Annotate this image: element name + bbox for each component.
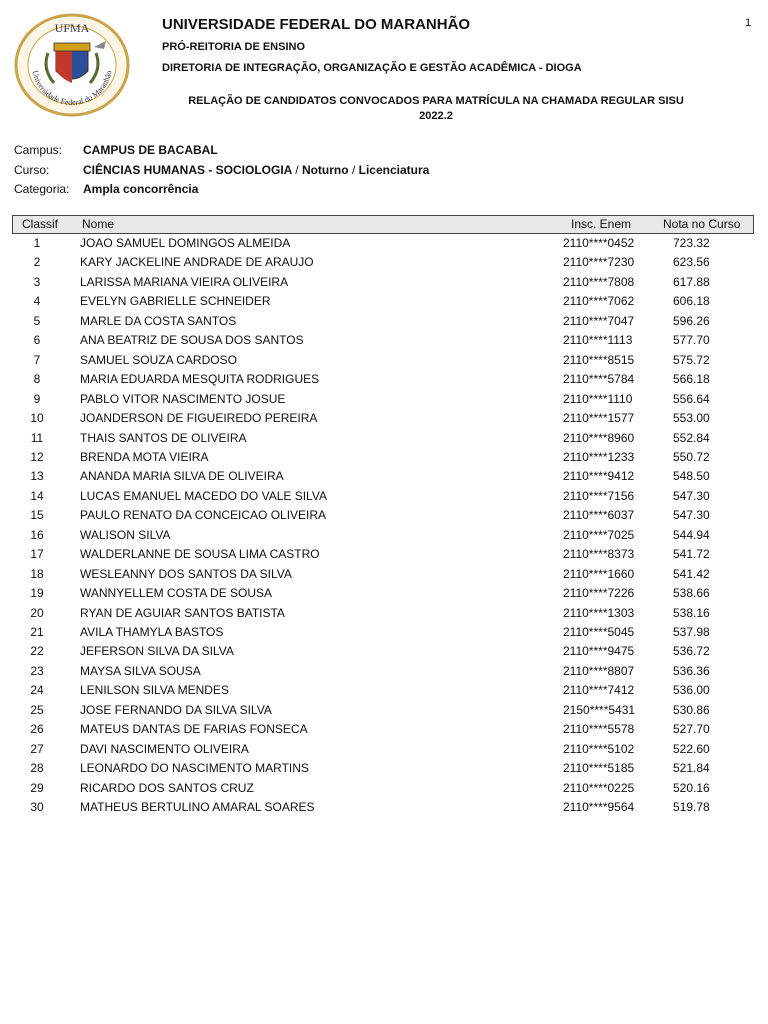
nota-cell: 536.72	[673, 644, 710, 659]
nota-cell: 536.00	[673, 683, 710, 698]
insc-enem-cell: 2110****7226	[563, 586, 635, 601]
nota-cell: 536.36	[673, 663, 710, 678]
insc-enem-cell: 2110****1113	[563, 333, 633, 348]
table-row	[0, 468, 768, 487]
insc-enem-cell: 2110****1303	[563, 605, 635, 620]
name-cell: ANANDA MARIA SILVA DE OLIVEIRA	[80, 469, 284, 484]
insc-enem-cell: 2110****0225	[563, 780, 635, 795]
nota-cell: 522.60	[673, 741, 710, 756]
rank-cell: 3	[33, 274, 41, 289]
campus-value: CAMPUS DE BACABAL	[83, 143, 218, 157]
rank-cell: 2	[33, 255, 41, 270]
name-cell: THAIS SANTOS DE OLIVEIRA	[80, 430, 247, 445]
insc-enem-cell: 2110****5185	[563, 761, 635, 776]
rank-cell: 9	[33, 391, 41, 406]
table-row	[0, 332, 768, 351]
page-number: 1	[745, 17, 752, 29]
rank-cell: 30	[30, 800, 44, 815]
name-cell: BRENDA MOTA VIEIRA	[80, 449, 209, 464]
rank-cell: 14	[30, 488, 44, 503]
name-cell: WESLEANNY DOS SANTOS DA SILVA	[80, 566, 292, 581]
table-row	[0, 254, 768, 273]
curso-name: CIÊNCIAS HUMANAS - SOCIOLOGIA	[83, 163, 292, 177]
name-cell: JOSE FERNANDO DA SILVA SILVA	[80, 702, 272, 717]
title-line-2: 2022.2	[419, 110, 453, 122]
header-nome: Nome	[82, 217, 115, 231]
rank-cell: 18	[30, 566, 44, 581]
rank-cell: 19	[30, 586, 44, 601]
insc-enem-cell: 2110****7230	[563, 255, 635, 270]
nota-cell: 538.66	[673, 586, 710, 601]
nota-cell: 723.32	[673, 236, 710, 250]
name-cell: LUCAS EMANUEL MACEDO DO VALE SILVA	[80, 488, 327, 503]
table-row	[0, 410, 768, 429]
categoria-value: Ampla concorrência	[83, 182, 199, 196]
table-row	[0, 488, 768, 507]
curso-separator: /	[295, 163, 299, 177]
header-insc-enem: Insc. Enem	[571, 217, 632, 231]
table-row	[0, 235, 768, 254]
table-row	[0, 721, 768, 740]
table-row	[0, 780, 768, 799]
rank-cell: 23	[30, 663, 44, 678]
curso-label: Curso:	[14, 163, 50, 177]
pro-reitoria: PRÓ-REITORIA DE ENSINO	[162, 41, 306, 53]
categoria-label: Categoria:	[14, 182, 70, 196]
curso-value	[83, 163, 429, 177]
diretoria: DIRETORIA DE INTEGRAÇÃO, ORGANIZAÇÃO E GESTÃO ACADÊMICA - DIOGA	[162, 62, 582, 74]
name-cell: KARY JACKELINE ANDRADE DE ARAUJO	[80, 255, 314, 270]
table-row	[0, 799, 768, 818]
table-row	[0, 391, 768, 410]
table-row	[0, 605, 768, 624]
insc-enem-cell: 2110****5578	[563, 722, 635, 737]
nota-cell: 519.78	[673, 800, 710, 815]
document-title	[130, 94, 742, 124]
rank-cell: 8	[33, 372, 41, 387]
rank-cell: 21	[30, 625, 44, 639]
curso-turno: Noturno	[301, 163, 349, 177]
name-cell: ANA BEATRIZ DE SOUSA DOS SANTOS	[80, 333, 304, 348]
nota-cell: 548.50	[673, 469, 710, 484]
name-cell: MATEUS DANTAS DE FARIAS FONSECA	[80, 722, 308, 737]
nota-cell: 541.42	[673, 566, 710, 581]
header-classif: Classif	[21, 217, 58, 231]
nota-cell: 617.88	[673, 274, 710, 289]
rank-cell: 10	[30, 411, 44, 426]
insc-enem-cell: 2110****8960	[563, 430, 635, 445]
logo-acronym: UFMA	[54, 21, 90, 35]
nota-cell: 550.72	[673, 449, 710, 464]
table-row	[0, 663, 768, 682]
rank-cell: 20	[30, 605, 44, 620]
name-cell: RICARDO DOS SANTOS CRUZ	[80, 780, 254, 795]
insc-enem-cell: 2110****1110	[563, 391, 633, 406]
name-cell: DAVI NASCIMENTO OLIVEIRA	[80, 741, 249, 756]
table-row	[0, 507, 768, 526]
rank-cell: 13	[30, 469, 44, 484]
rank-cell: 27	[30, 741, 44, 756]
name-cell: AVILA THAMYLA BASTOS	[80, 625, 224, 639]
table-row	[0, 430, 768, 449]
nota-cell: 547.30	[673, 488, 710, 503]
name-cell: MARLE DA COSTA SANTOS	[80, 313, 237, 328]
name-cell: PABLO VITOR NASCIMENTO JOSUE	[80, 391, 286, 406]
table-row	[0, 352, 768, 371]
insc-enem-cell: 2110****0452	[563, 236, 635, 250]
name-cell: MAYSA SILVA SOUSA	[80, 663, 201, 678]
nota-cell: 566.18	[673, 372, 710, 387]
nota-cell: 606.18	[673, 294, 710, 309]
insc-enem-cell: 2110****7808	[563, 274, 635, 289]
insc-enem-cell: 2110****5045	[563, 625, 635, 639]
rank-cell: 29	[30, 780, 44, 795]
ufma-seal-logo	[14, 13, 130, 117]
insc-enem-cell: 2110****7156	[563, 488, 635, 503]
insc-enem-cell: 2150****5431	[563, 702, 636, 717]
table-row	[0, 313, 768, 332]
nota-cell: 553.00	[673, 411, 710, 426]
name-cell: WANNYELLEM COSTA DE SOUSA	[80, 586, 273, 601]
nota-cell: 596.26	[673, 313, 710, 328]
insc-enem-cell: 2110****7025	[563, 527, 635, 542]
name-cell: WALISON SILVA	[80, 527, 171, 542]
insc-enem-cell: 2110****7062	[563, 294, 635, 309]
insc-enem-cell: 2110****9564	[563, 800, 635, 815]
institution-name: UNIVERSIDADE FEDERAL DO MARANHÃO	[162, 16, 471, 33]
nota-cell: 547.30	[673, 508, 710, 523]
rank-cell: 1	[33, 236, 41, 250]
table-row	[0, 643, 768, 662]
name-cell: MARIA EDUARDA MESQUITA RODRIGUES	[80, 372, 320, 387]
table-row	[0, 741, 768, 760]
nota-cell: 575.72	[673, 352, 710, 367]
insc-enem-cell: 2110****6037	[563, 508, 635, 523]
table-row	[0, 546, 768, 565]
name-cell: JEFERSON SILVA DA SILVA	[80, 644, 234, 659]
rank-cell: 25	[30, 702, 44, 717]
campus-label: Campus:	[14, 143, 63, 157]
insc-enem-cell: 2110****1660	[563, 566, 635, 581]
nota-cell: 544.94	[673, 527, 710, 542]
insc-enem-cell: 2110****9412	[563, 469, 635, 484]
nota-cell: 520.16	[673, 780, 710, 795]
rank-cell: 16	[30, 527, 44, 542]
insc-enem-cell: 2110****7047	[563, 313, 635, 328]
table-row	[0, 760, 768, 779]
table-row	[0, 702, 768, 721]
rank-cell: 24	[30, 683, 44, 698]
insc-enem-cell: 2110****8515	[563, 352, 635, 367]
nota-cell: 537.98	[673, 625, 710, 639]
name-cell: LARISSA MARIANA VIEIRA OLIVEIRA	[80, 274, 289, 289]
name-cell: WALDERLANNE DE SOUSA LIMA CASTRO	[80, 547, 320, 562]
nota-cell: 527.70	[673, 722, 710, 737]
logo-ring-text: Universidade Federal do Maranhão	[30, 69, 114, 108]
rank-cell: 4	[33, 294, 41, 309]
name-cell: LEONARDO DO NASCIMENTO MARTINS	[80, 761, 309, 776]
rank-cell: 22	[30, 644, 44, 659]
nota-cell: 556.64	[673, 391, 710, 406]
insc-enem-cell: 2110****8807	[563, 663, 635, 678]
header-nota: Nota no Curso	[663, 217, 741, 231]
rank-cell: 17	[30, 547, 44, 562]
rank-cell: 12	[30, 449, 44, 464]
title-line-1: RELAÇÃO DE CANDIDATOS CONVOCADOS PARA MATRÍCULA NA CHAMADA REGULAR SISU	[188, 95, 684, 107]
rank-cell: 28	[30, 761, 44, 776]
nota-cell: 530.86	[673, 702, 710, 717]
name-cell: RYAN DE AGUIAR SANTOS BATISTA	[80, 605, 285, 620]
insc-enem-cell: 2110****8373	[563, 547, 635, 562]
table-row	[0, 566, 768, 585]
name-cell: SAMUEL SOUZA CARDOSO	[80, 352, 237, 367]
table-row	[0, 449, 768, 468]
rank-cell: 5	[33, 313, 41, 328]
insc-enem-cell: 2110****1577	[563, 411, 635, 426]
insc-enem-cell: 2110****5102	[563, 741, 635, 756]
name-cell: MATHEUS BERTULINO AMARAL SOARES	[80, 800, 315, 815]
rank-cell: 15	[30, 508, 44, 523]
nota-cell: 538.16	[673, 605, 710, 620]
table-row	[0, 371, 768, 390]
insc-enem-cell: 2110****1233	[563, 449, 635, 464]
nota-cell: 541.72	[673, 547, 710, 562]
table-row	[0, 274, 768, 293]
table-row	[0, 527, 768, 546]
table-row	[0, 585, 768, 604]
rank-cell: 26	[30, 722, 44, 737]
nota-cell: 623.56	[673, 255, 710, 270]
nota-cell: 552.84	[673, 430, 710, 445]
nota-cell: 577.70	[673, 333, 710, 348]
rank-cell: 7	[33, 352, 41, 367]
insc-enem-cell: 2110****5784	[563, 372, 635, 387]
table-row	[0, 682, 768, 701]
table-header	[12, 215, 754, 234]
name-cell: JOANDERSON DE FIGUEIREDO PEREIRA	[80, 411, 318, 426]
insc-enem-cell: 2110****7412	[563, 683, 635, 698]
table-row	[0, 293, 768, 312]
name-cell: LENILSON SILVA MENDES	[80, 683, 229, 698]
rank-cell: 6	[33, 333, 41, 348]
insc-enem-cell: 2110****9475	[563, 644, 635, 659]
name-cell: PAULO RENATO DA CONCEICAO OLIVEIRA	[80, 508, 327, 523]
curso-grau: Licenciatura	[358, 163, 430, 177]
rank-cell: 11	[30, 430, 44, 445]
name-cell: JOAO SAMUEL DOMINGOS ALMEIDA	[80, 236, 291, 250]
curso-separator: /	[351, 163, 356, 177]
nota-cell: 521.84	[673, 761, 710, 776]
name-cell: EVELYN GABRIELLE SCHNEIDER	[80, 294, 271, 309]
table-row	[0, 624, 768, 643]
